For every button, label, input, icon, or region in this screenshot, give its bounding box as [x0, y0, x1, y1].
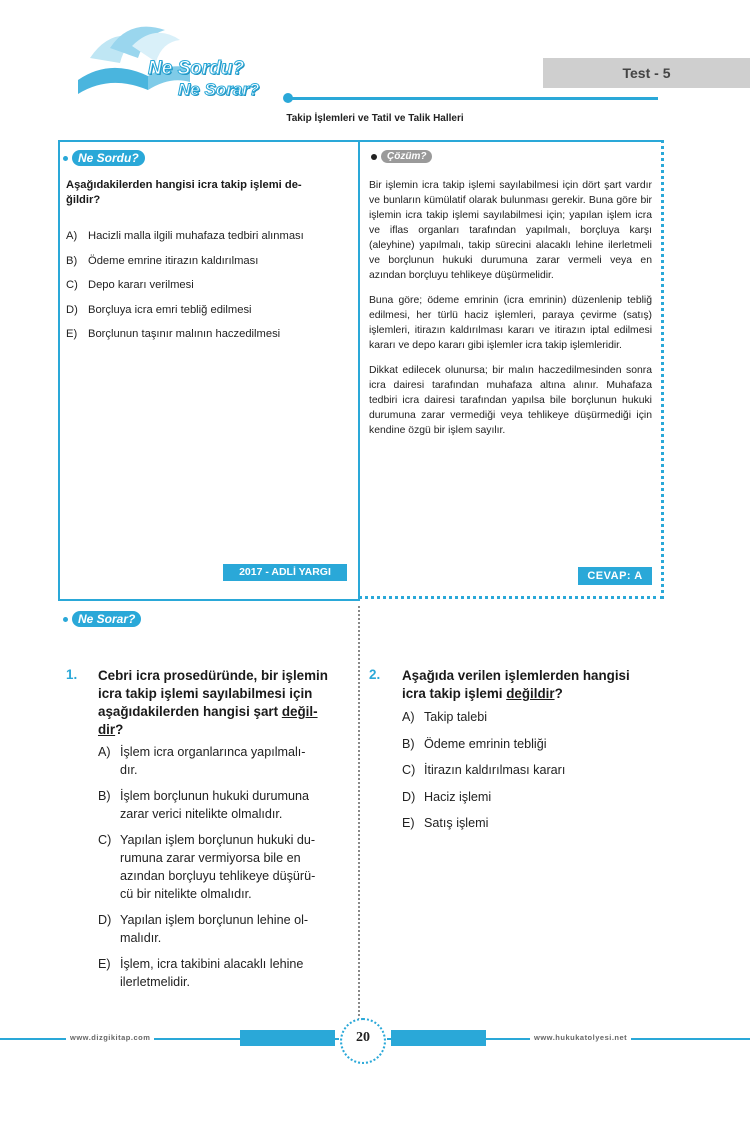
stem-line: [98, 703, 350, 721]
question-frame: [58, 140, 360, 601]
q1-option-b[interactable]: [98, 787, 350, 823]
option-text: [120, 787, 309, 823]
stem-part: ?: [115, 722, 124, 737]
option-letter: B): [98, 789, 111, 803]
option-letter: A): [98, 745, 111, 759]
q1-option-a[interactable]: [98, 743, 350, 779]
solution-paragraph: Dikkat edilecek olunursa; bir malın haczedilmesinden sonra icra dairesi tarafından muhafaza altına alınır. Muhafaza tedbiri icra dairesi tarafından yapılsa bile borçlunun hukuki durumuna zarar vermediği veya tehlikeye düşürmediği için kendine özgü bir işlem sayılır.: [369, 365, 652, 436]
option-text: Haciz işlemi: [424, 789, 492, 804]
stem-line: ğildir?: [66, 194, 101, 206]
cozum-badge: Çözüm?: [381, 150, 432, 163]
main-question-stem: [66, 178, 356, 208]
option-line: zarar verici nitelikte olmalıdır.: [120, 807, 283, 821]
q2-options: [402, 708, 672, 841]
option-line: ilerletmelidir.: [120, 975, 190, 989]
option-letter: C): [66, 279, 78, 291]
solution-dotted-bottom: [358, 596, 664, 599]
stem-underlined: değil-: [281, 704, 318, 719]
option-letter: B): [402, 736, 415, 751]
q1-option-d[interactable]: [98, 911, 350, 947]
option-line: malıdır.: [120, 931, 162, 945]
q2-option-e[interactable]: [402, 814, 672, 832]
option-line: cü bir nitelikte olmalıdır.: [120, 887, 252, 901]
answer-tag: CEVAP: A: [578, 567, 652, 585]
option-line: rumuna zarar vermiyorsa bile en: [120, 851, 301, 865]
page-subtitle: Takip İşlemleri ve Tatil ve Talik Halleri: [286, 113, 464, 124]
option-text: Takip talebi: [424, 710, 488, 724]
q1-number: 1.: [66, 667, 78, 682]
option-letter: A): [402, 710, 415, 724]
logo-text-top: Ne Sordu?: [148, 58, 245, 79]
option-line: İşlem, icra takibini alacaklı lehine: [120, 957, 304, 971]
stem-part: ?: [554, 686, 563, 701]
option-text: [120, 831, 315, 903]
option-text: [120, 911, 308, 947]
footer-block-left: [240, 1030, 335, 1046]
stem-part: aşağıdakilerden hangisi şart: [98, 704, 282, 719]
q2-option-a[interactable]: [402, 708, 672, 726]
q2-option-d[interactable]: [402, 788, 672, 806]
option-text: [120, 955, 303, 991]
stem-line: Aşağıda verilen işlemlerden hangisi: [402, 668, 630, 683]
header-rule: [290, 97, 658, 100]
test-label: Test - 5: [543, 58, 750, 88]
option-text: Borçluya icra emri tebliğ edilmesi: [88, 303, 252, 316]
stem-line: [98, 721, 350, 739]
q2-number: 2.: [369, 667, 381, 682]
exam-source-tag: 2017 - ADLİ YARGI: [223, 564, 347, 581]
footer-url-left[interactable]: www.dizgikitap.com: [66, 1033, 154, 1042]
option-letter: B): [66, 254, 78, 267]
q2-option-c[interactable]: [402, 761, 672, 779]
section-ne-sorar: [63, 611, 141, 627]
bullet-icon: [371, 154, 377, 160]
option-text: İtirazın kaldırılması kararı: [424, 763, 566, 777]
bullet-icon: [63, 617, 68, 622]
option-letter: E): [66, 328, 78, 340]
option-text: [120, 743, 305, 779]
stem-part: icra takip işlemi: [402, 686, 507, 701]
q2-option-b[interactable]: [402, 735, 672, 753]
option-c[interactable]: [66, 278, 356, 293]
stem-line: [402, 685, 672, 703]
stem-line: icra takip işlemi sayılabilmesi için: [98, 686, 313, 701]
option-letter: C): [402, 763, 416, 777]
page-number: 20: [356, 1030, 370, 1045]
solution-paragraph: Buna göre; ödeme emrinin (icra emrinin) düzenlenip tebliğ edilmesi, her türlü haciz işlemleri, paraya çevirme (satış) işlemleri, itirazın kaldırılması kararı ve itirazın iptal edilmesi kararı ve depo kararı gibi işlemler icra takip işlemleridir.: [369, 295, 652, 351]
option-line: Yapılan işlem borçlunun hukuki du-: [120, 833, 316, 847]
section-ne-sordu: [63, 150, 145, 166]
option-line: Yapılan işlem borçlunun lehine ol-: [120, 913, 309, 927]
solution-paragraph: Bir işlemin icra takip işlemi sayılabilmesi için dört şart vardır ve bunların kümülatif olarak bulunması gerekir. Buna göre bir işlemin icra takip işlemi sayılabilmesi için; yapılan işlem icra ve iflas organları tarafından yapılmalı, borçluya karşı (aleyhine) yapılmalı, takip sürecini alacaklı lehine ilerletmeli ve borçlunun hukuki durumuna zarar vermeli veya en azından borçluyu tehlikeye düşürmelidir.: [369, 180, 652, 281]
solution-text: [369, 178, 652, 448]
option-line: İşlem borçlunun hukuki durumuna: [120, 789, 310, 803]
option-a[interactable]: [66, 229, 356, 244]
option-letter: C): [98, 833, 112, 847]
stem-line: Aşağıdakilerden hangisi icra takip işlemi de-: [66, 179, 302, 191]
main-question-options: [66, 229, 356, 352]
column-divider: [358, 606, 360, 1024]
stem-underlined: değildir: [506, 686, 555, 701]
option-text: Hacizli malla ilgili muhafaza tedbiri alınması: [88, 230, 304, 242]
q1-options: [98, 743, 350, 999]
option-text: Depo kararı verilmesi: [88, 279, 194, 291]
solution-dotted-right: [661, 140, 664, 599]
bullet-icon: [63, 156, 68, 161]
ne-sorar-badge: Ne Sorar?: [72, 611, 141, 627]
option-b[interactable]: [66, 254, 356, 269]
option-d[interactable]: [66, 303, 356, 318]
q1-option-e[interactable]: [98, 955, 350, 991]
q2-stem: [402, 667, 672, 703]
option-line: dır.: [120, 763, 138, 777]
option-text: Satış işlemi: [424, 816, 489, 830]
option-text: Ödeme emrinin tebliği: [424, 736, 547, 751]
q1-stem: [98, 667, 350, 739]
footer-block-right: [391, 1030, 486, 1046]
footer-url-right[interactable]: www.hukukatolyesi.net: [530, 1033, 631, 1042]
option-letter: D): [402, 789, 416, 804]
q1-option-c[interactable]: [98, 831, 350, 903]
option-letter: D): [66, 303, 78, 316]
brand-logo: [70, 18, 285, 108]
option-letter: D): [98, 913, 112, 927]
ne-sordu-badge: Ne Sordu?: [72, 150, 145, 166]
option-letter: E): [402, 816, 415, 830]
section-cozum: [371, 150, 432, 163]
option-e[interactable]: [66, 327, 356, 342]
option-line: İşlem icra organlarınca yapılmalı-: [120, 745, 306, 759]
option-line: azından borçluyu tehlikeye düşürü-: [120, 869, 316, 883]
option-text: Ödeme emrine itirazın kaldırılması: [88, 254, 259, 267]
option-letter: E): [98, 957, 111, 971]
stem-underlined: dir: [98, 722, 116, 737]
logo-text-bottom: Ne Sorar?: [178, 80, 260, 99]
option-letter: A): [66, 230, 78, 242]
option-text: Borçlunun taşınır malının haczedilmesi: [88, 328, 281, 340]
stem-line: Cebri icra prosedüründe, bir işlemin: [98, 668, 328, 683]
